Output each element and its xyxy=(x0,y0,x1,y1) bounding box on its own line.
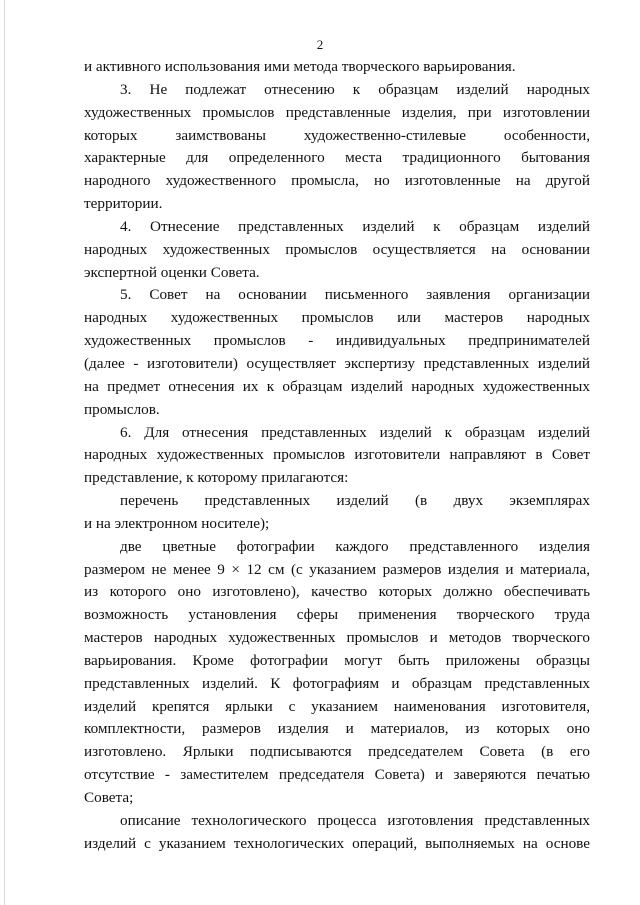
text-line: народных художественных промыслов осуществляется на основании xyxy=(84,240,590,258)
text-line: мастеров народных художественных промыслов и методов творческого xyxy=(84,629,590,647)
text-line: изделий крепятся ярлыки с указанием наименования изготовителя, xyxy=(84,697,590,715)
text-line: 5. Совет на основании письменного заявления организации xyxy=(120,286,590,304)
text-line: из которого оно изготовлено), качество которых должно обеспечивать xyxy=(84,583,590,601)
text-line: изделий с указанием технологических операций, выполняемых на основе xyxy=(84,834,590,852)
text-line: Совета; xyxy=(84,789,134,806)
page-edge-shadow xyxy=(4,0,5,905)
text-line: которых заимствованы художественно-стилевые особенности, xyxy=(84,126,590,144)
text-line: изготовлено. Ярлыки подписываются председателем Совета (в его xyxy=(84,743,590,761)
document-body-text xyxy=(84,56,590,856)
text-line: комплектности, размеров изделия и материалов, из которых оно xyxy=(84,720,590,738)
text-line: художественных промыслов представленные изделия, при изготовлении xyxy=(84,103,590,121)
text-line: размером не менее 9 × 12 см (с указанием размеров изделия и материала, xyxy=(84,560,590,578)
text-line: художественных промыслов - индивидуальных предпринимателей xyxy=(84,332,590,350)
text-line: и на электронном носителе); xyxy=(84,514,270,532)
text-line: 3. Не подлежат отнесению к образцам изделий народных xyxy=(120,80,590,98)
text-line: народных художественных промыслов или мастеров народных xyxy=(84,309,590,327)
text-line: представление, к которому прилагаются: xyxy=(84,469,349,487)
text-line: промыслов. xyxy=(84,400,160,418)
text-line: возможность установления сферы применения творческого труда xyxy=(84,606,590,624)
text-line: две цветные фотографии каждого представленного изделия xyxy=(120,537,590,555)
text-line: территории. xyxy=(84,195,163,213)
text-line: на предмет отнесения их к образцам изделий народных художественных xyxy=(84,377,590,395)
page-number: 2 xyxy=(316,37,324,52)
text-line: экспертной оценки Совета. xyxy=(84,263,260,281)
text-line: перечень представленных изделий (в двух экземплярах xyxy=(120,492,590,510)
text-line: 4. Отнесение представленных изделий к образцам изделий xyxy=(120,217,590,235)
text-line: варьирования. Кроме фотографии могут быть приложены образцы xyxy=(84,651,590,669)
text-line: 6. Для отнесения представленных изделий к образцам изделий xyxy=(120,423,590,441)
text-line: характерные для определенного места традиционного бытования xyxy=(84,149,590,167)
text-line: и активного использования ими метода творческого варьирования. xyxy=(84,58,516,75)
text-line: представленных изделий. К фотографиям и образцам представленных xyxy=(84,674,590,692)
text-line: народного художественного промысла, но изготовленные на другой xyxy=(84,172,590,190)
text-line: (далее - изготовители) осуществляет экспертизу представленных изделий xyxy=(84,354,590,372)
text-line: народных художественных промыслов изготовители направляют в Совет xyxy=(84,446,590,464)
text-line: отсутствие - заместителем председателя Совета) и заверяются печатью xyxy=(84,766,590,784)
text-line: описание технологического процесса изготовления представленных xyxy=(120,811,590,829)
